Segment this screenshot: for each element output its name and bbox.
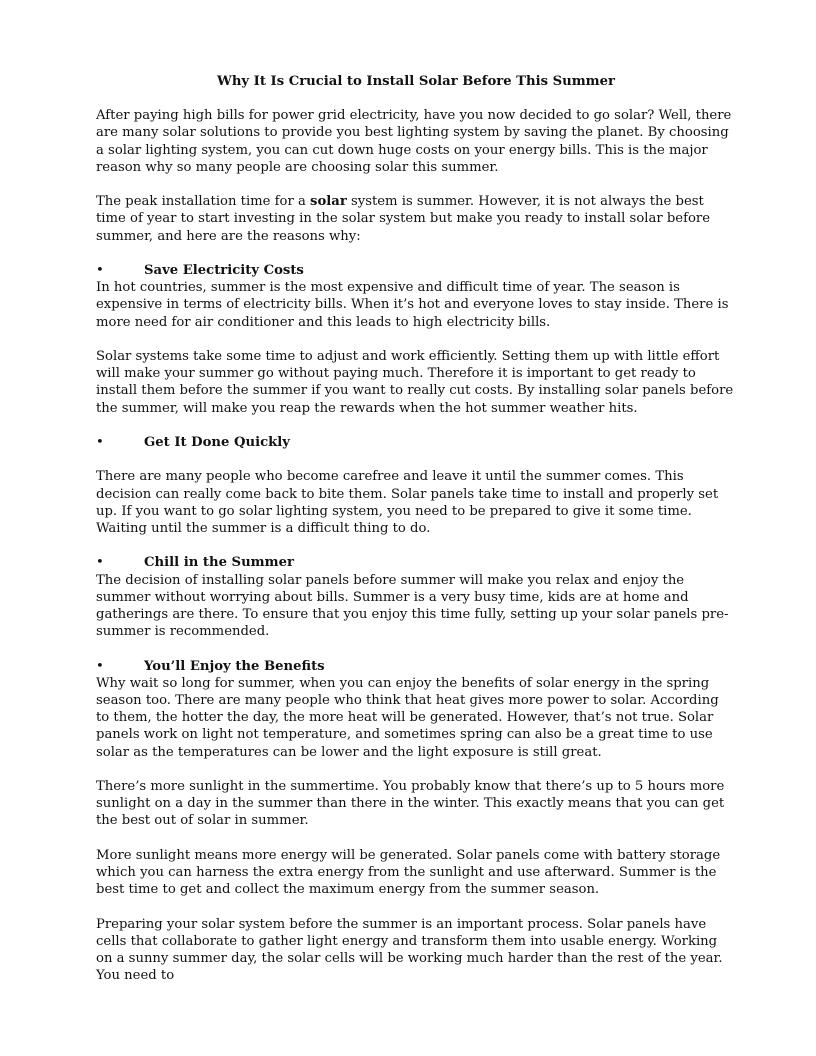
section-heading-chill	[96, 554, 736, 571]
intro-paragraph: After paying high bills for power grid electricity, have you now decided to go solar? Well, there are many solar solutions to provide you best lighting system by saving the planet. By choosing a solar lighting system, you can cut down huge costs on your energy bills. This is the major reason why so many people are choosing solar this summer.	[96, 108, 732, 175]
bullet-icon: •	[96, 263, 104, 278]
section-heading-text: Save Electricity Costs	[144, 263, 304, 278]
get-it-done-paragraph: There are many people who become carefree and leave it until the summer comes. This decision can really come back to bite them. Solar panels take time to install and properly set up. If you want to go solar lighting system, you need to be prepared to give it some time. Waiting until the summer is a difficult thing to do.	[96, 469, 719, 536]
benefits-paragraph-1: Why wait so long for summer, when you can enjoy the benefits of solar energy in the spring season too. There are many people who think that heat gives more power to solar. According to them, the hotter the day, the more heat will be generated. However, that’s not true. Solar panels work on light not temperature, and sometimes spring can also be a great time to use solar as the temperatures can be lower and the light exposure is still great.	[96, 675, 719, 760]
section-heading-text: Get It Done Quickly	[144, 435, 290, 450]
section-heading-text: You’ll Enjoy the Benefits	[144, 658, 325, 674]
document-title: Why It Is Crucial to Install Solar Before This Summer	[217, 74, 615, 89]
save-costs-paragraph-2: Solar systems take some time to adjust and work efficiently. Setting them up with little effort will make your summer go without paying much. Therefore it is important to get ready to install them before the summer if you want to really cut costs. By installing solar panels before the summer, will make you reap the rewards when the hot summer weather hits.	[96, 349, 734, 416]
bullet-icon: •	[96, 435, 104, 450]
section-heading-save-costs	[96, 262, 736, 279]
benefits-paragraph-4: Preparing your solar system before the summer is an important process. Solar panels have cells that collaborate to gather light energy and transform them into usable energy. Working on a sunny summer day, the solar cells will be working much harder than the rest of the year. You need to	[96, 916, 723, 984]
section-heading-benefits	[96, 658, 736, 675]
document-page	[96, 73, 736, 1002]
section-heading-text: Chill in the Summer	[144, 555, 294, 571]
peak-text-start: The peak installation time for a	[96, 194, 311, 210]
benefits-paragraph-2: There’s more sunlight in the summertime. You probably know that there’s up to 5 hours more sunlight on a day in the summer than there in the winter. This exactly means that you can get the best out of solar in summer.	[96, 779, 725, 829]
chill-paragraph: The decision of installing solar panels before summer will make you relax and enjoy the summer without worrying about bills. Summer is a very busy time, kids are at home and gatherings are there. To ensure that you enjoy this time fully, setting up your solar panels pre-summer is recommended.	[96, 572, 729, 640]
peak-paragraph	[96, 193, 736, 245]
bullet-icon: •	[96, 555, 104, 571]
peak-text-end: system is summer. However, it is not always the best time of year to start investing in the solar system but make you ready to install solar before summer, and here are the reasons why:	[96, 194, 711, 244]
benefits-paragraph-3: More sunlight means more energy will be generated. Solar panels come with battery storage which you can harness the extra energy from the sunlight and use afterward. Summer is the best time to get and collect the maximum energy from the summer season.	[96, 847, 721, 898]
save-costs-paragraph-1: In hot countries, summer is the most expensive and difficult time of year. The season is expensive in terms of electricity bills. When it’s hot and everyone loves to stay inside. There is more need for air conditioner and this leads to high electricity bills.	[96, 280, 729, 330]
section-heading-get-it-done	[96, 434, 736, 451]
peak-bold-word: solar	[310, 194, 347, 210]
bullet-icon: •	[96, 658, 104, 674]
